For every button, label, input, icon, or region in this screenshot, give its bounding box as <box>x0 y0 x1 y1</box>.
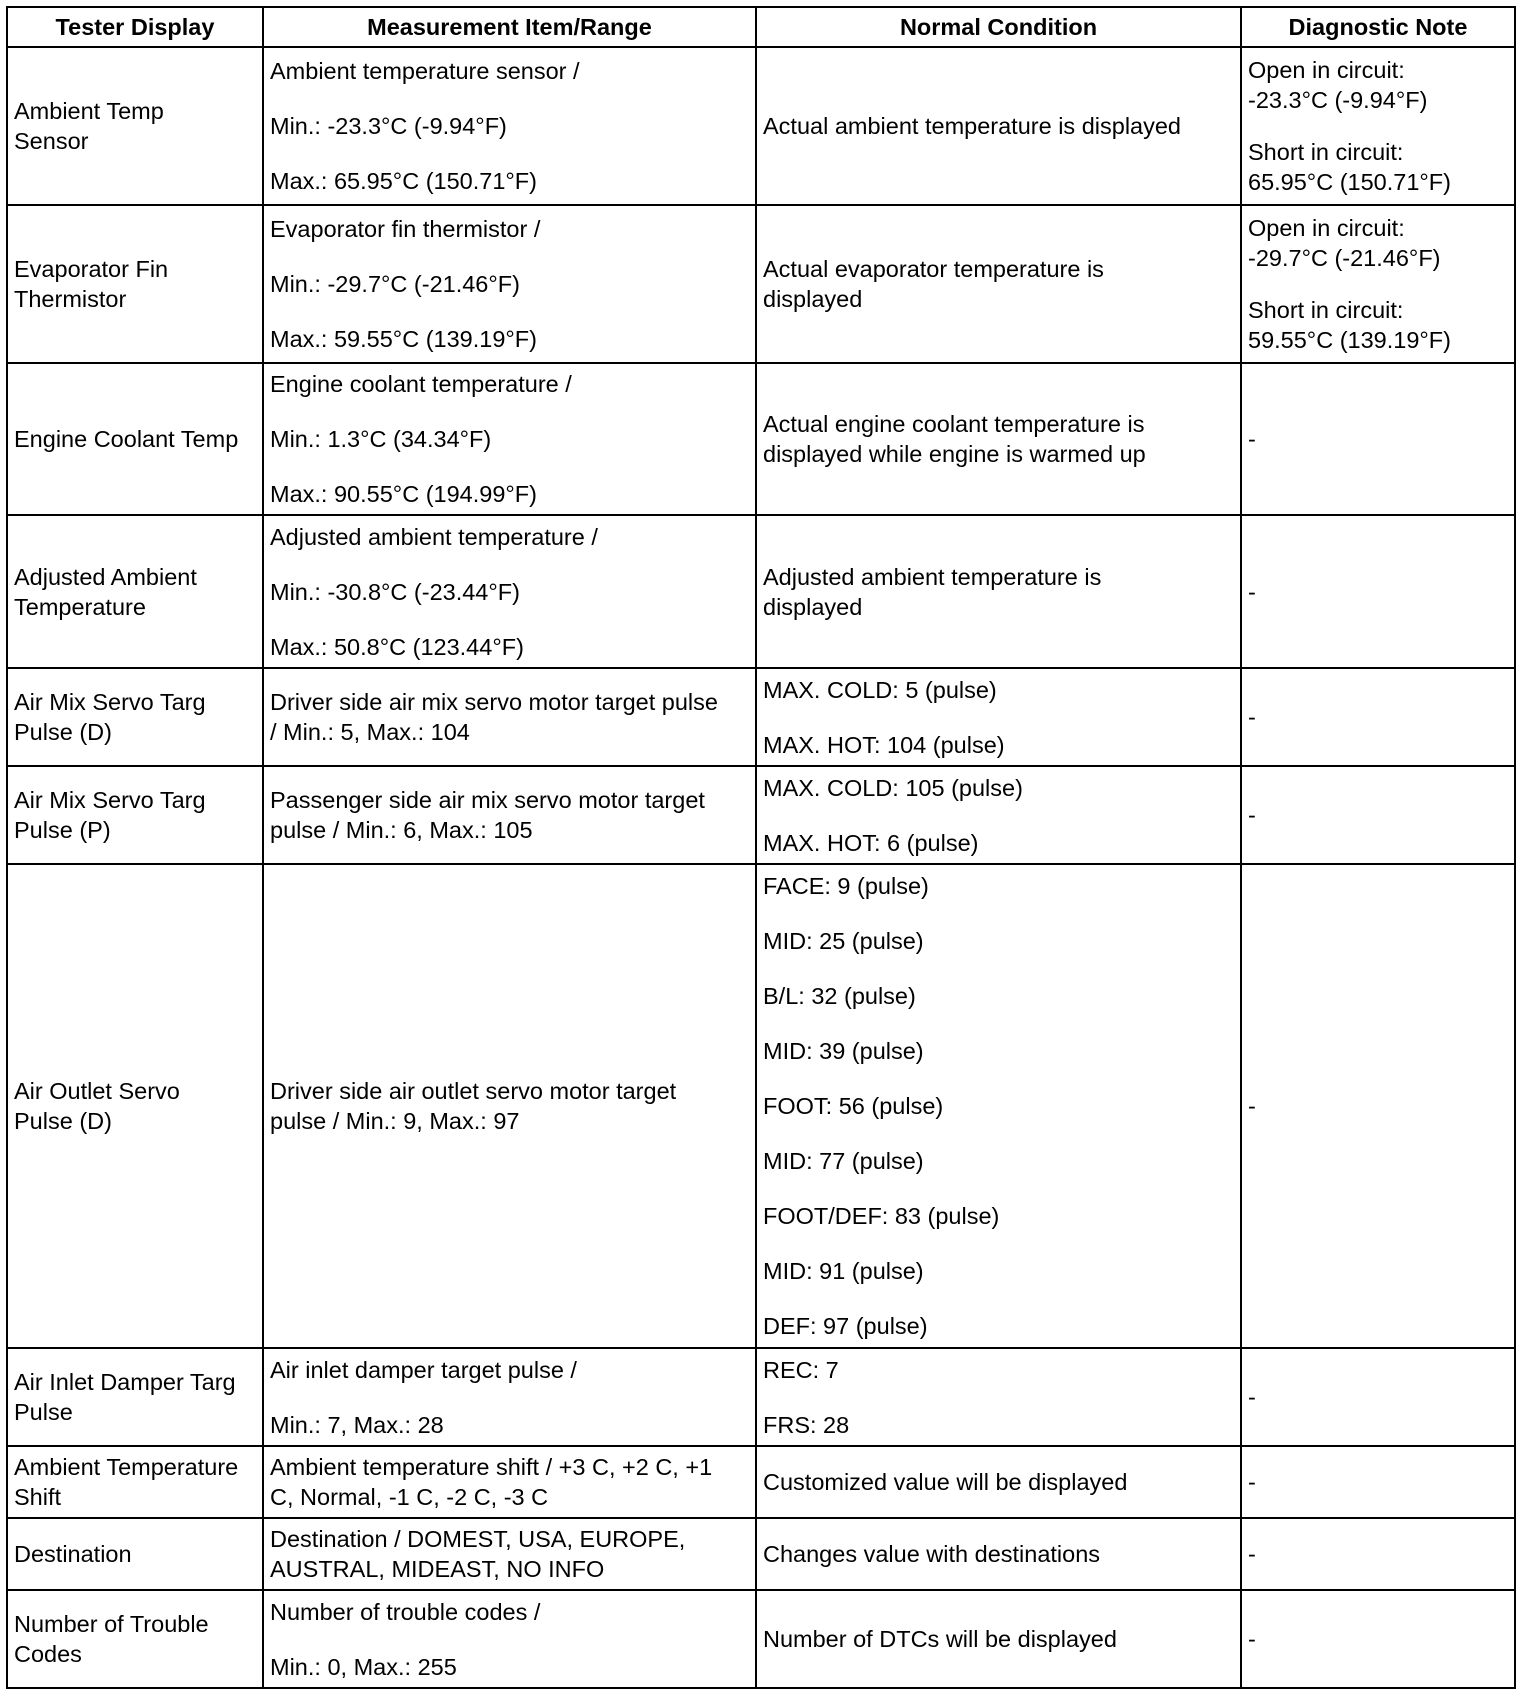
tester-display-text: Adjusted Ambient <box>14 563 197 590</box>
tester-display-text: Ambient Temperature <box>14 1454 239 1480</box>
note-cell <box>1241 1590 1515 1688</box>
note-cell <box>1241 1446 1515 1518</box>
tester-display-text: Air Inlet Damper Targ <box>14 1369 236 1395</box>
tester-display-cell <box>7 766 263 864</box>
note-cell <box>1241 47 1515 205</box>
measurement-min: Min.: -29.7°C (-21.46°F) <box>270 271 520 297</box>
note-text: - <box>1248 426 1256 452</box>
condition-text: Actual ambient temperature is displayed <box>763 113 1181 139</box>
header-tester-display: Tester Display <box>7 7 263 47</box>
note-cell <box>1241 668 1515 766</box>
note-text: - <box>1248 802 1256 828</box>
condition-text: FOOT: 56 (pulse) <box>763 1093 944 1119</box>
note-text: - <box>1248 1626 1256 1652</box>
note-cell <box>1241 205 1515 363</box>
tester-display-text: Pulse (P) <box>14 817 111 843</box>
condition-text: displayed <box>763 593 863 620</box>
measurement-text: Min.: 0, Max.: 255 <box>270 1653 457 1680</box>
note-text: Open in circuit: <box>1248 57 1405 83</box>
condition-cell <box>756 766 1241 864</box>
condition-cell <box>756 1590 1241 1688</box>
tester-display-text: Evaporator Fin <box>14 256 169 282</box>
tester-display-cell <box>7 1446 263 1518</box>
table-row <box>7 363 1515 515</box>
condition-text: Number of DTCs will be displayed <box>763 1626 1117 1652</box>
note-text: -29.7°C (-21.46°F) <box>1248 245 1441 271</box>
note-text: - <box>1248 1093 1256 1119</box>
condition-text: MID: 91 (pulse) <box>763 1258 924 1284</box>
condition-cell <box>756 864 1241 1348</box>
measurement-text: Number of trouble codes / <box>270 1598 541 1625</box>
measurement-cell <box>263 1446 756 1518</box>
note-text: - <box>1248 578 1256 605</box>
note-text: 65.95°C (150.71°F) <box>1248 169 1451 195</box>
tester-display-text: Temperature <box>14 593 146 620</box>
tester-display-text: Thermistor <box>14 286 127 312</box>
measurement-cell <box>263 363 756 515</box>
measurement-min: Min.: -23.3°C (-9.94°F) <box>270 113 507 139</box>
condition-text: FRS: 28 <box>763 1411 850 1438</box>
tester-display-cell <box>7 515 263 668</box>
table-row <box>7 1518 1515 1590</box>
note-text: Short in circuit: <box>1248 139 1404 165</box>
header-diagnostic-note: Diagnostic Note <box>1241 7 1515 47</box>
measurement-text: pulse / Min.: 6, Max.: 105 <box>270 817 533 843</box>
tester-display-text: Engine Coolant Temp <box>14 426 239 452</box>
condition-text: MAX. COLD: 105 (pulse) <box>763 774 1023 801</box>
measurement-text: Passenger side air mix servo motor target <box>270 787 705 813</box>
note-text: - <box>1248 1469 1256 1495</box>
condition-cell <box>756 1518 1241 1590</box>
tester-display-text: Destination <box>14 1541 132 1567</box>
note-text: Short in circuit: <box>1248 297 1404 323</box>
measurement-max: Max.: 65.95°C (150.71°F) <box>270 168 537 194</box>
condition-text: displayed <box>763 286 863 312</box>
table-row <box>7 1590 1515 1688</box>
measurement-cell <box>263 1518 756 1590</box>
measurement-text: Ambient temperature sensor / <box>270 58 580 84</box>
measurement-cell <box>263 668 756 766</box>
measurement-cell <box>263 766 756 864</box>
condition-text: MAX. HOT: 104 (pulse) <box>763 731 1005 758</box>
table-row <box>7 1348 1515 1446</box>
measurement-text: Ambient temperature shift / +3 C, +2 C, +1 <box>270 1454 713 1480</box>
measurement-max: Max.: 50.8°C (123.44°F) <box>270 633 524 660</box>
measurement-text: Air inlet damper target pulse / <box>270 1356 577 1383</box>
note-cell <box>1241 363 1515 515</box>
header-row <box>7 7 1515 47</box>
note-cell <box>1241 864 1515 1348</box>
tester-display-cell <box>7 205 263 363</box>
condition-text: MID: 77 (pulse) <box>763 1148 924 1174</box>
table-row <box>7 205 1515 363</box>
note-text: - <box>1248 1384 1256 1410</box>
note-text: Open in circuit: <box>1248 215 1405 241</box>
tester-display-text: Air Outlet Servo <box>14 1078 180 1104</box>
condition-cell <box>756 47 1241 205</box>
measurement-text: C, Normal, -1 C, -2 C, -3 C <box>270 1484 549 1510</box>
measurement-text: Adjusted ambient temperature / <box>270 523 598 550</box>
tester-display-text: Pulse (D) <box>14 1108 112 1134</box>
note-cell <box>1241 1518 1515 1590</box>
measurement-text: pulse / Min.: 9, Max.: 97 <box>270 1108 520 1134</box>
condition-text: FACE: 9 (pulse) <box>763 873 929 899</box>
condition-cell <box>756 668 1241 766</box>
note-cell <box>1241 766 1515 864</box>
tester-display-text: Pulse <box>14 1399 73 1425</box>
table-row <box>7 864 1515 1348</box>
condition-cell <box>756 515 1241 668</box>
tester-display-text: Ambient Temp <box>14 98 164 124</box>
condition-text: Actual evaporator temperature is <box>763 256 1104 282</box>
tester-display-cell <box>7 668 263 766</box>
tester-display-text: Air Mix Servo Targ <box>14 787 206 813</box>
tester-display-text: Codes <box>14 1641 82 1667</box>
note-text: -23.3°C (-9.94°F) <box>1248 87 1428 113</box>
tester-display-cell <box>7 1518 263 1590</box>
table-row <box>7 668 1515 766</box>
measurement-text: / Min.: 5, Max.: 104 <box>270 719 470 745</box>
condition-text: FOOT/DEF: 83 (pulse) <box>763 1203 1000 1229</box>
table-row <box>7 47 1515 205</box>
table-row <box>7 766 1515 864</box>
condition-cell <box>756 363 1241 515</box>
measurement-cell <box>263 1590 756 1688</box>
measurement-text: Evaporator fin thermistor / <box>270 216 541 242</box>
condition-text: MID: 39 (pulse) <box>763 1038 924 1064</box>
measurement-cell <box>263 47 756 205</box>
table-row <box>7 1446 1515 1518</box>
note-text: - <box>1248 1541 1256 1567</box>
condition-text: MID: 25 (pulse) <box>763 928 924 954</box>
measurement-cell <box>263 515 756 668</box>
measurement-max: Max.: 90.55°C (194.99°F) <box>270 481 537 507</box>
condition-cell <box>756 1348 1241 1446</box>
tester-display-cell <box>7 1348 263 1446</box>
condition-cell <box>756 205 1241 363</box>
header-normal-condition: Normal Condition <box>756 7 1241 47</box>
tester-display-cell <box>7 47 263 205</box>
measurement-text: Engine coolant temperature / <box>270 371 572 397</box>
tester-display-text: Pulse (D) <box>14 719 112 745</box>
table-row <box>7 515 1515 668</box>
condition-text: Adjusted ambient temperature is <box>763 563 1102 590</box>
measurement-text: Destination / DOMEST, USA, EUROPE, <box>270 1526 686 1552</box>
tester-display-cell <box>7 363 263 515</box>
measurement-max: Max.: 59.55°C (139.19°F) <box>270 326 537 352</box>
measurement-cell <box>263 864 756 1348</box>
measurement-text: Driver side air mix servo motor target pulse <box>270 689 718 715</box>
condition-text: REC: 7 <box>763 1356 839 1383</box>
condition-cell <box>756 1446 1241 1518</box>
tester-display-text: Air Mix Servo Targ <box>14 689 206 715</box>
note-cell <box>1241 1348 1515 1446</box>
condition-text: DEF: 97 (pulse) <box>763 1313 928 1339</box>
measurement-text: Driver side air outlet servo motor target <box>270 1078 677 1104</box>
tester-display-text: Shift <box>14 1484 62 1510</box>
tester-display-text: Number of Trouble <box>14 1611 209 1637</box>
header-measurement-item-range: Measurement Item/Range <box>263 7 756 47</box>
condition-text: Changes value with destinations <box>763 1541 1101 1567</box>
condition-text: MAX. COLD: 5 (pulse) <box>763 676 997 703</box>
measurement-text: Min.: 7, Max.: 28 <box>270 1411 444 1438</box>
measurement-min: Min.: -30.8°C (-23.44°F) <box>270 578 520 605</box>
condition-text: B/L: 32 (pulse) <box>763 983 916 1009</box>
data-monitor-table <box>6 6 1516 1689</box>
condition-text: Actual engine coolant temperature is <box>763 411 1145 437</box>
measurement-cell <box>263 205 756 363</box>
note-text: 59.55°C (139.19°F) <box>1248 327 1451 353</box>
condition-text: Customized value will be displayed <box>763 1469 1128 1495</box>
tester-display-text: Sensor <box>14 128 89 154</box>
measurement-cell <box>263 1348 756 1446</box>
condition-text: MAX. HOT: 6 (pulse) <box>763 829 979 856</box>
measurement-text: AUSTRAL, MIDEAST, NO INFO <box>270 1556 605 1582</box>
note-cell <box>1241 515 1515 668</box>
tester-display-cell <box>7 864 263 1348</box>
condition-text: displayed while engine is warmed up <box>763 441 1146 467</box>
measurement-min: Min.: 1.3°C (34.34°F) <box>270 426 492 452</box>
note-text: - <box>1248 704 1256 730</box>
tester-display-cell <box>7 1590 263 1688</box>
